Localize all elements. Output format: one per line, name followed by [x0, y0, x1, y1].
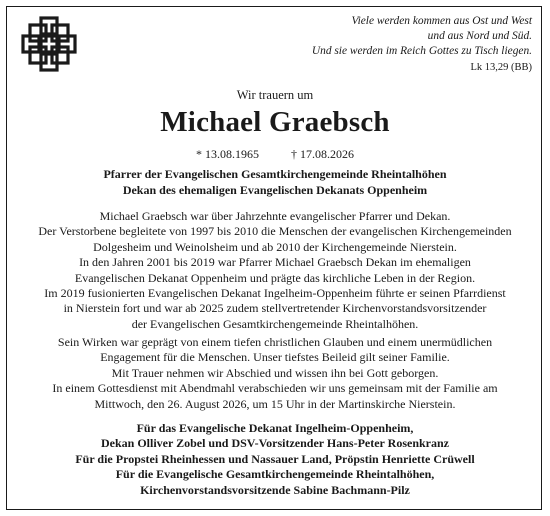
text-line: In einem Gottesdienst mit Abendmahl verabschieden wir uns gemeinsam mit der Familie am	[52, 381, 498, 396]
life-dates	[6, 146, 544, 162]
text-line: Sein Wirken war geprägt von einem tiefen christlichen Glauben und einem unermüdlichen	[57, 335, 493, 349]
text-line: Der Verstorbene begleitete von 1997 bis 2010 die Menschen der evangelischen Kirchengemeinden	[38, 224, 512, 239]
text-line: Mit Trauer nehmen wir Abschied und wissen ihn bei Gott geborgen.	[111, 365, 439, 380]
biography-paragraph	[6, 209, 544, 332]
signatories	[6, 421, 544, 498]
cross-grid-icon	[21, 16, 77, 72]
text-line: in Nierstein fort und war ab 2025 zudem stellvertretender Kirchenvorstandsvorsitzender	[63, 301, 487, 316]
mourning-intro: Wir trauern um	[236, 88, 314, 102]
role-line: Dekan des ehemaligen Evangelischen Dekanats Oppenheim	[122, 182, 428, 197]
farewell-paragraph	[6, 335, 544, 412]
bible-verse	[242, 14, 532, 59]
verse-line: Und sie werden im Reich Gottes zu Tisch liegen.	[311, 45, 532, 57]
text-line: Evangelischen Dekanat Oppenheim und prägte das kirchliche Leben in der Region.	[74, 270, 476, 285]
text-line: Mittwoch, den 26. August 2026, um 15 Uhr in der Martinskirche Nierstein.	[94, 396, 456, 411]
text-line: Engagement für die Menschen. Unser tiefstes Beileid gilt seiner Familie.	[100, 350, 450, 365]
verse-line: Viele werden kommen aus Ost und West	[351, 15, 532, 27]
signer-line: Kirchenvorstandsvorsitzende Sabine Bachmann-Pilz	[140, 482, 410, 497]
roles	[6, 167, 544, 198]
signer-line: Dekan Olliver Zobel und DSV-Vorsitzender Hans-Peter Rosenkranz	[100, 436, 449, 451]
verse-line: und aus Nord und Süd.	[427, 30, 532, 42]
text-line: In den Jahren 2001 bis 2019 war Pfarrer Michael Graebsch Dekan im ehemaligen	[79, 255, 471, 270]
verse-reference: Lk 13,29 (BB)	[470, 62, 532, 73]
signer-line: Für die Propstei Rheinhessen und Nassauer Land, Pröpstin Henriette Crüwell	[75, 451, 475, 466]
text-line: Michael Graebsch war über Jahrzehnte evangelischer Pfarrer und Dekan.	[99, 209, 451, 223]
signer-line: Für die Evangelische Gesamtkirchengemeinde Rheintalhöhen,	[115, 467, 435, 482]
text-line: der Evangelischen Gesamtkirchengemeinde Rheintalhöhen.	[131, 316, 419, 331]
deceased-name: Michael Graebsch	[160, 106, 390, 138]
birth-date: * 13.08.1965	[196, 147, 259, 161]
text-line: Im 2019 fusionierten Evangelischen Dekanat Ingelheim-Oppenheim führte er seinen Pfarrdienst	[44, 286, 506, 301]
signer-line: Für das Evangelische Dekanat Ingelheim-Oppenheim,	[136, 421, 414, 435]
text-line: Dolgesheim und Weinolsheim und ab 2010 der Kirchengemeinde Nierstein.	[93, 239, 457, 254]
death-date: † 17.08.2026	[291, 147, 354, 161]
role-line: Pfarrer der Evangelischen Gesamtkirchengemeinde Rheintalhöhen	[103, 167, 447, 181]
